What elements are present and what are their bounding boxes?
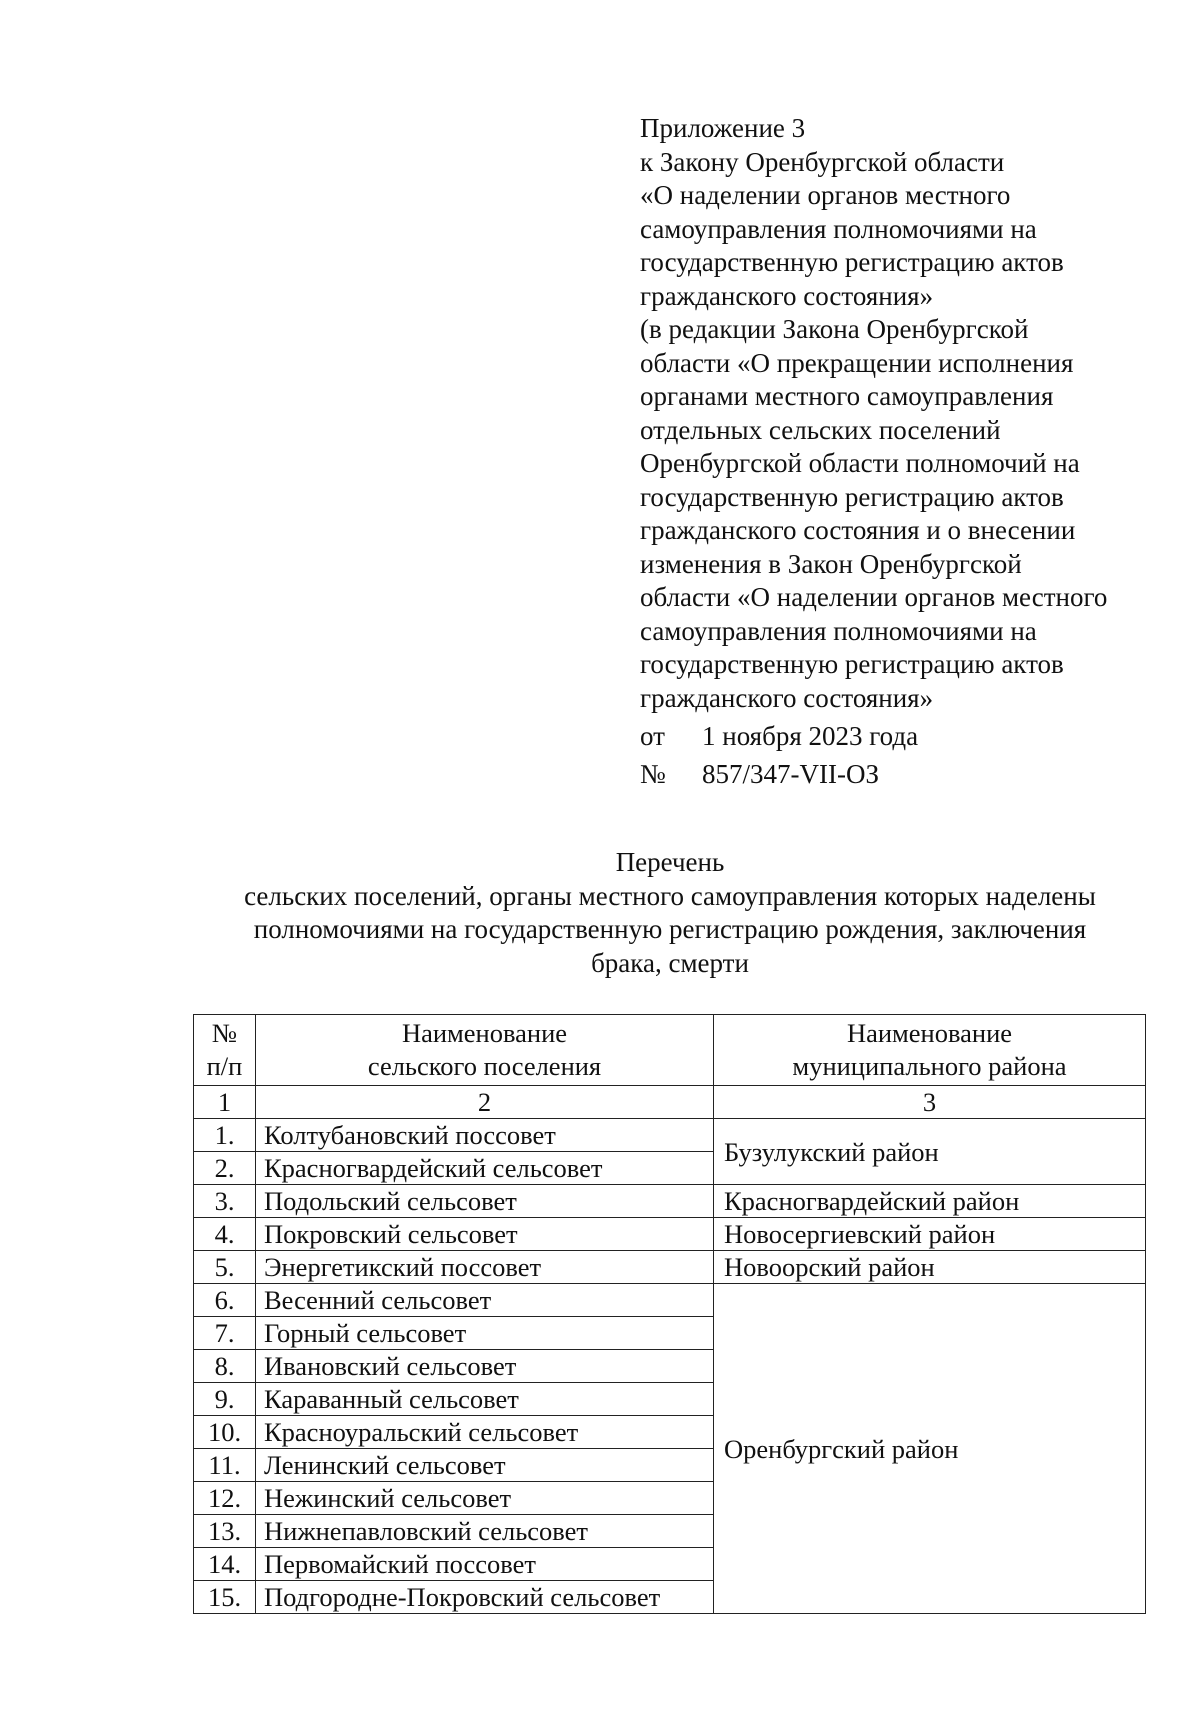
row-number: 14. <box>194 1548 256 1581</box>
row-number: 12. <box>194 1482 256 1515</box>
annex-line: области «О прекращении исполнения <box>640 347 1074 378</box>
table-row <box>194 1284 1146 1317</box>
settlement-name: Первомайский поссовет <box>256 1548 714 1581</box>
column-number: 1 <box>194 1086 256 1119</box>
annex-line: государственную регистрацию актов <box>640 481 1064 512</box>
column-numbers-row <box>194 1086 1146 1119</box>
table-row <box>194 1185 1146 1218</box>
row-number: 13. <box>194 1515 256 1548</box>
table-row <box>194 1251 1146 1284</box>
annex-line: области «О наделении органов местного <box>640 582 1108 612</box>
header-district-line1: Наименование <box>846 1018 1013 1048</box>
row-number: 6. <box>194 1284 256 1317</box>
header-number <box>194 1015 256 1086</box>
settlement-name: Караванный сельсовет <box>256 1383 714 1416</box>
district-name: Красногвардейский район <box>714 1185 1146 1218</box>
annex-line: к Закону Оренбургской области <box>640 146 1005 177</box>
header-district-line2: муниципального района <box>792 1051 1067 1081</box>
annex-line: гражданского состояния и о внесении <box>640 515 1076 545</box>
settlement-name: Подгородне-Покровский сельсовет <box>256 1581 714 1614</box>
header-number-line2: п/п <box>206 1051 243 1081</box>
settlement-name: Весенний сельсовет <box>256 1284 714 1317</box>
row-number: 4. <box>194 1218 256 1251</box>
row-number: 10. <box>194 1416 256 1449</box>
annex-line: Оренбургской области полномочий на <box>640 448 1080 478</box>
annex-line: «О наделении органов местного <box>640 180 1011 210</box>
row-number: 9. <box>194 1383 256 1416</box>
settlement-name: Покровский сельсовет <box>256 1218 714 1251</box>
header-settlement-line2: сельского поселения <box>367 1051 602 1081</box>
header-settlement-line1: Наименование <box>401 1018 568 1048</box>
row-number: 15. <box>194 1581 256 1614</box>
annex-line: (в редакции Закона Оренбургской <box>640 314 1029 344</box>
heading-line: сельских поселений, органы местного самоуправления которых наделены <box>244 880 1096 911</box>
annex-line: государственную регистрацию актов <box>640 247 1064 277</box>
table-row <box>194 1119 1146 1152</box>
settlement-name: Горный сельсовет <box>256 1317 714 1350</box>
annex-line: гражданского состояния» <box>640 280 934 311</box>
table-header-row <box>194 1015 1146 1086</box>
law-date: 1 ноября 2023 года <box>702 721 919 752</box>
settlement-name: Нижнепавловский сельсовет <box>256 1515 714 1548</box>
district-name: Оренбургский район <box>714 1284 1146 1614</box>
annex-line: государственную регистрацию актов <box>640 649 1064 679</box>
settlement-name: Красноуральский сельсовет <box>256 1416 714 1449</box>
annex-line: изменения в Закон Оренбургской <box>640 548 1022 579</box>
district-name: Бузулукский район <box>714 1119 1146 1185</box>
district-name: Новосергиевский район <box>714 1218 1146 1251</box>
annex-line: отдельных сельских поселений <box>640 414 1001 445</box>
annex-block <box>640 112 1160 794</box>
law-reference <box>640 718 1160 794</box>
list-heading <box>200 846 1140 980</box>
law-number: 857/347-VII-ОЗ <box>702 759 879 790</box>
header-settlement <box>256 1015 714 1086</box>
settlement-name: Нежинский сельсовет <box>256 1482 714 1515</box>
settlement-name: Ленинский сельсовет <box>256 1449 714 1482</box>
table-row <box>194 1218 1146 1251</box>
annex-line: самоуправления полномочиями на <box>640 213 1037 244</box>
row-number: 3. <box>194 1185 256 1218</box>
settlement-name: Подольский сельсовет <box>256 1185 714 1218</box>
row-number: 5. <box>194 1251 256 1284</box>
settlement-name: Красногвардейский сельсовет <box>256 1152 714 1185</box>
settlement-name: Энергетикский поссовет <box>256 1251 714 1284</box>
district-name: Новоорский район <box>714 1251 1146 1284</box>
row-number: 2. <box>194 1152 256 1185</box>
law-date-row <box>640 718 1160 756</box>
heading-title: Перечень <box>615 847 725 877</box>
row-number: 11. <box>194 1449 256 1482</box>
column-number: 3 <box>714 1086 1146 1119</box>
date-label: от <box>640 721 665 752</box>
row-number: 8. <box>194 1350 256 1383</box>
heading-line: брака, смерти <box>591 947 749 978</box>
annex-line: гражданского состояния» <box>640 682 934 713</box>
annex-line: органами местного самоуправления <box>640 381 1054 411</box>
header-number-line1: № <box>211 1018 238 1048</box>
law-number-row <box>640 756 1160 794</box>
column-number: 2 <box>256 1086 714 1119</box>
settlement-name: Колтубановский поссовет <box>256 1119 714 1152</box>
heading-line: полномочиями на государственную регистрацию рождения, заключения <box>253 914 1087 944</box>
annex-line: самоуправления полномочиями на <box>640 615 1037 646</box>
header-district <box>714 1015 1146 1086</box>
settlements-table <box>193 1014 1146 1614</box>
row-number: 1. <box>194 1119 256 1152</box>
number-label: № <box>640 759 666 790</box>
settlement-name: Ивановский сельсовет <box>256 1350 714 1383</box>
row-number: 7. <box>194 1317 256 1350</box>
annex-line: Приложение 3 <box>640 113 806 143</box>
